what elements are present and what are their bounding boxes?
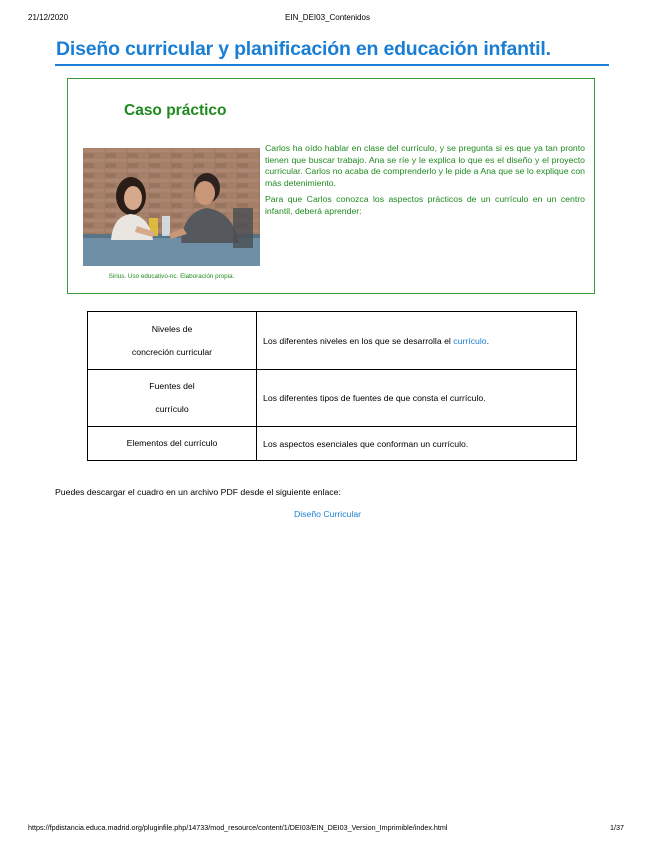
table-cell-label: Elementos del currículo (88, 427, 257, 461)
case-paragraph-2: Para que Carlos conozca los aspectos prácticos de un currículo en un centro infantil, deberá aprender: (265, 194, 585, 216)
page-title: Diseño curricular y planificación en educación infantil. (56, 38, 551, 60)
row-desc-text: Los diferentes niveles en los que se desarrolla el (263, 335, 454, 346)
case-study-heading: Caso práctico (124, 102, 227, 119)
row-label-line2: currículo (155, 404, 189, 414)
print-date: 21/12/2020 (28, 13, 69, 22)
table-cell-description (257, 312, 577, 370)
download-instructions: Puedes descargar el cuadro en un archivo PDF desde el siguiente enlace: (55, 487, 341, 497)
table-row (88, 370, 577, 427)
title-underline (55, 64, 609, 66)
footer-url: https://fpdistancia.educa.madrid.org/pluginfile.php/14733/mod_resource/content/1/DEI03/EIN_DEI03_Version_Imprimible/index.html (28, 823, 448, 832)
table-cell-description: Los aspectos esenciales que conforman un currículo. (257, 427, 577, 461)
table-row (88, 312, 577, 370)
photo-caption: Sirius. Uso educativo-nc. Elaboración propia. (108, 273, 235, 280)
row-label-line2: concreción curricular (131, 346, 213, 357)
table-cell-label (88, 370, 257, 427)
row-label-line1: Fuentes del (149, 381, 195, 391)
page-number: 1/37 (610, 823, 624, 832)
diseno-curricular-link[interactable]: Diseño Curricular (293, 509, 362, 519)
curriculo-link[interactable]: currículo (453, 335, 487, 346)
row-label-line1: Niveles de (151, 323, 193, 334)
row-desc-end: . (486, 335, 490, 346)
table-cell-description: Los diferentes tipos de fuentes de que consta el currículo. (257, 370, 577, 427)
case-study-photo (83, 148, 260, 266)
document-title: EIN_DEI03_Contenidos (285, 13, 370, 22)
content-table (87, 311, 577, 461)
case-study-text (265, 143, 585, 223)
table-row (88, 427, 577, 461)
case-paragraph-1: Carlos ha oído hablar en clase del currículo, y se pregunta si es que ya tan pronto tienen que buscar trabajo. Ana se ríe y le explica lo que es el diseño y el proyecto curricular. Carlos no acaba de comprenderlo y le pide a Ana que se lo explique con más detenimiento. (265, 143, 585, 188)
case-study-box (67, 78, 595, 294)
table-cell-label (88, 312, 257, 370)
